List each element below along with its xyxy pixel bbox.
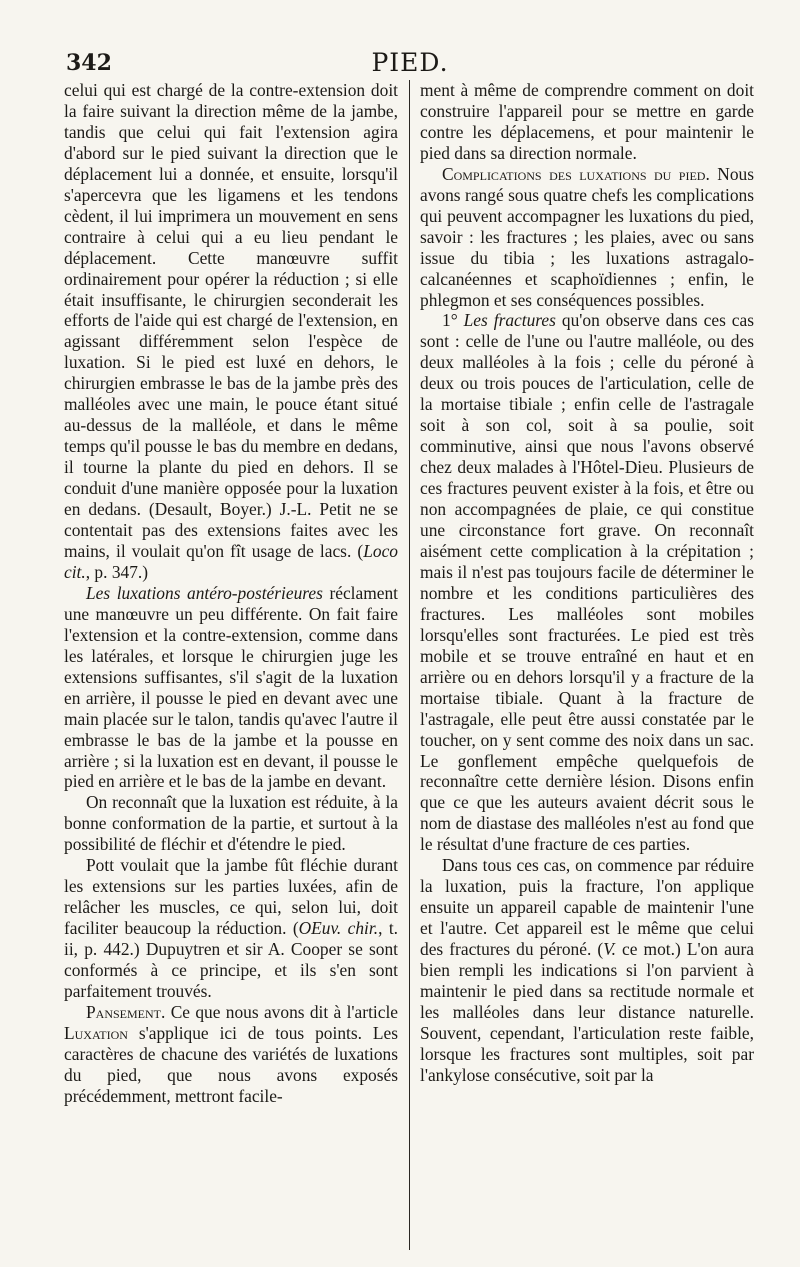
paragraph: Pott voulait que la jambe fût fléchie durant les extensions sur les parties luxées, afin de relâcher les muscles, ce qui, selon lui, doit faciliter beaucoup la réduction. (OEuv. chir., t. ii, p. 442.) Dupuytren et sir A. Cooper se sont conformés à ce principe, et ils s'en sont parfaitement trouvés. bbox=[64, 855, 399, 1001]
right-column bbox=[420, 80, 754, 1086]
paragraph: ment à même de comprendre comment on doit construire l'appareil pour se mettre en garde contre les déplacemens, et pour maintenir le pied dans sa direction normale. bbox=[420, 80, 754, 163]
text-columns bbox=[64, 80, 754, 1250]
page-header bbox=[66, 48, 754, 80]
paragraph: Pansement. Ce que nous avons dit à l'article Luxation s'applique ici de tous points. Les caractères de chacune des variétés de luxations du pied, que nous avons exposés précédemment, mettront facile- bbox=[64, 1001, 398, 1106]
running-title: PIED. bbox=[371, 48, 449, 77]
paragraph: 1° Les fractures qu'on observe dans ces cas sont : celle de l'une ou l'autre malléole, ou des deux malléoles à la fois ; celle du péroné à deux ou trois pouces de l'articulation, celle de la mortaise tibiale ; enfin celle de l'astragale soit à son col, soit à sa poulie, soit comminutive, ainsi que nous l'avons observé chez deux malades à l'Hôtel-Dieu. Plusieurs de ces fractures peuvent exister à la fois, et être ou non accompagnées de plaie, ce qui constitue une circonstance fort grave. On reconnaît aisément cette complication à la crépitation ; mais il n'est pas toujours facile de déterminer le nombre et les conditions particulières des fractures. Les malléoles sont mobiles lorsqu'elles sont fracturées. Le pied est très mobile et se trouve entraîné en haut et en arrière ou en dehors lorsqu'il y a fracture de la mortaise tibiale. Quant à la fracture de l'astragale, elle peut être aussi constatée par le toucher, on y sent comme des noix dans un sac. Le gonflement empêche quelquefois de reconnaître cette dernière lésion. Disons enfin que ce que les auteurs avaient décrit sous le nom de diastase des malléoles n'est au fond que le résultat d'une fracture de ces parties. bbox=[420, 310, 755, 855]
paragraph: Les luxations antéro-postérieures réclament une manœuvre un peu différente. On fait faire l'extension et la contre-extension, comme dans les latérales, et lorsque le chirurgien juge les extensions suffisantes, s'il s'agit de la luxation en arrière, il pousse le pied en devant avec une main placée sur le talon, tandis qu'avec l'autre il embrasse le bas de la jambe et la pousse en arrière ; si la luxation est en devant, il pousse le pied en arrière et le bas de la jambe en devant. bbox=[64, 582, 399, 792]
column-divider bbox=[409, 80, 410, 1250]
section-heading: Complications des luxations du pied bbox=[442, 163, 706, 184]
section-heading: Pansement bbox=[86, 1001, 162, 1022]
paragraph: celui qui est chargé de la contre-extension doit la faire suivant la direction même de la jambe, tandis que celui qui fait l'extension agira d'abord sur le pied suivant la direction que le déplacement lui a donnée, et ensuite, lorsqu'il s'apercevra que les ligamens et les tendons cèdent, il lui imprimera un mouvement en sens contraire à celui qui a eu lieu pendant le déplacement. Cette manœuvre suffit ordinairement pour opérer la réduction ; si elle était insuffisante, le chirurgien seconderait les efforts de l'aide qui est chargé de l'extension, en agissant différemment selon l'espèce de luxation. Si le pied est luxé en dehors, le chirurgien embrasse le bas de la jambe près des malléoles avec une main, le pouce étant situé au-dessus de la malléole, et dans le même temps qu'il pousse le bas du membre en dedans, il tourne la plante du pied en dehors. Il se conduit d'une manière opposée pour la luxation en dedans. (Desault, Boyer.) J.-L. Petit ne se contentait pas des extensions faites avec les mains, il voulait qu'on fît usage de lacs. (Loco cit., p. 347.) bbox=[64, 80, 398, 582]
paragraph: Dans tous ces cas, on commence par réduire la luxation, puis la fracture, l'on applique ensuite un appareil capable de maintenir l'une et l'autre. Cet appareil est le même que celui des fractures du péroné. (V. ce mot.) L'on aura bien rempli les indications si l'on parvient à maintenir le pied dans sa rectitude normale et les malléoles dans leur distance naturelle. Souvent, cependant, l'articulation reste faible, lorsque les fractures sont multiples, soit par l'ankylose consécutive, soit par la bbox=[420, 855, 754, 1085]
paragraph: On reconnaît que la luxation est réduite, à la bonne conformation de la partie, et surtout à la possibilité de fléchir et d'étendre le pied. bbox=[64, 792, 398, 855]
paragraph: Complications des luxations du pied. Nous avons rangé sous quatre chefs les complications qui peuvent accompagner les luxations du pied, savoir : les fractures ; les plaies, avec ou sans issue du tibia ; les luxations astragalo-calcanéennes et scaphoïdiennes ; enfin, le phlegmon et ses conséquences possibles. bbox=[420, 163, 754, 310]
left-column bbox=[64, 80, 398, 1107]
page-number: 342 bbox=[66, 50, 112, 76]
